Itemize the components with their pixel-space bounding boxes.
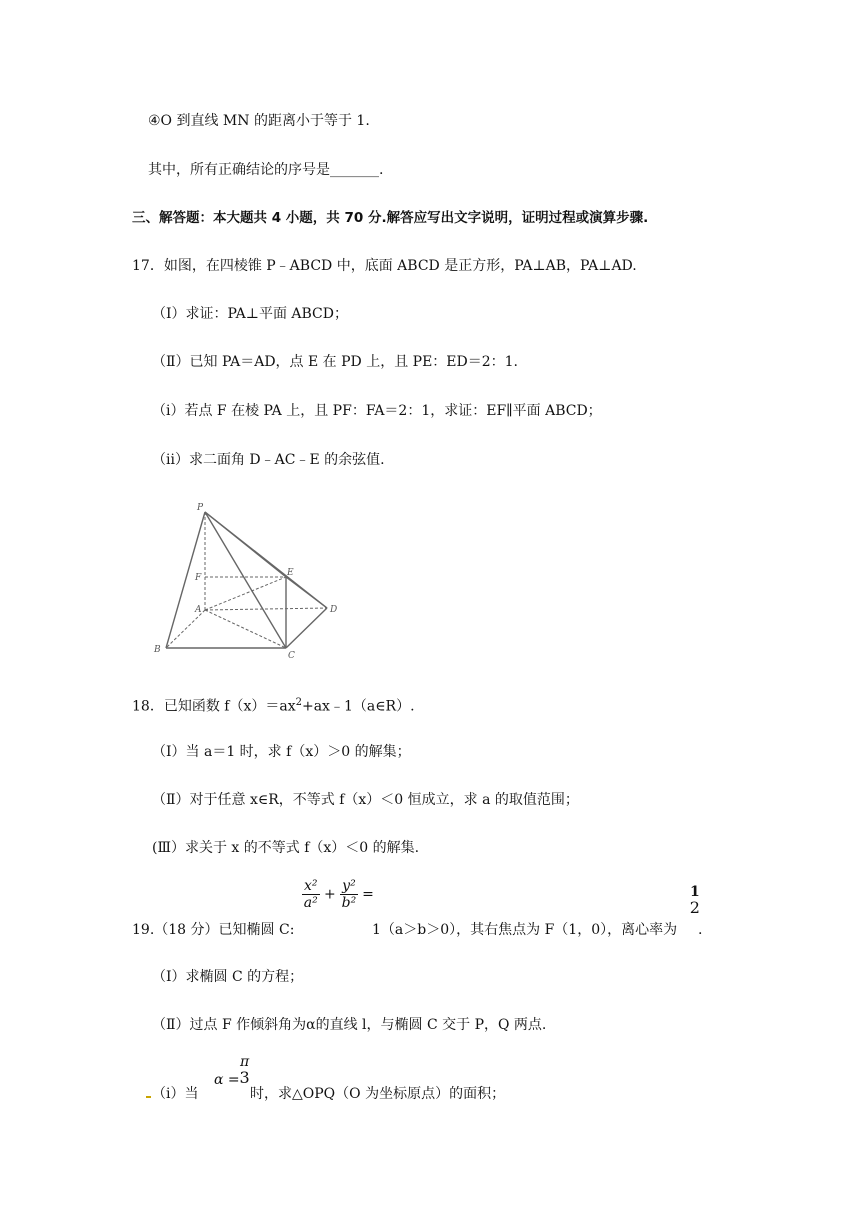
label-F: F <box>195 573 202 583</box>
q17-part2i: （ⅰ）若点 F 在棱 PA 上，且 PF：FA＝2：1，求证：EF∥平面 ABCD； <box>152 403 602 419</box>
q18-part2: （Ⅱ）对于任意 x∈R，不等式 f（x）＜0 恒成立，求 a 的取值范围； <box>152 792 579 808</box>
q18-stem <box>132 693 415 717</box>
q19-part2i <box>146 1050 666 1110</box>
q19-lead: 19.（18 分）已知椭圆 C: <box>132 922 295 938</box>
q19-part2i-a: （ⅰ）当 <box>152 1086 199 1102</box>
label-P: P <box>197 503 204 513</box>
frac-half: 1 2 <box>689 884 700 917</box>
q19-part1: （Ⅰ）求椭圆 C 的方程； <box>152 969 304 985</box>
frac-x2-a2: $\frac{\text{x²}}{\text{a²}}$ <box>303 878 318 911</box>
q16-answer-prompt: 其中，所有正确结论的序号是_______. <box>148 162 384 178</box>
q18-part1: （Ⅰ）当 a＝1 时，求 f（x）＞0 的解集； <box>152 744 411 760</box>
frac-y2-b2: $\frac{\text{y²}}{\text{b²}}$ <box>341 878 357 911</box>
label-E: E <box>287 568 294 578</box>
q18-exponent: 2 <box>295 697 302 708</box>
q16-item4: ④O 到直线 MN 的距离小于等于 1. <box>148 113 370 129</box>
equals-sign: = <box>362 886 374 903</box>
label-A: A <box>195 605 202 615</box>
q17-part2ii: （ⅱ）求二面角 D﹣AC﹣E 的余弦值. <box>152 452 385 468</box>
alpha-eq: α = <box>214 1072 240 1088</box>
label-B: B <box>154 645 161 655</box>
section-three-heading: 三、解答题：本大题共 4 小题，共 70 分.解答应写出文字说明，证明过程或演算步骤. <box>132 210 649 226</box>
marker-dot <box>146 1096 151 1098</box>
q18-part3: (Ⅲ）求关于 x 的不等式 f（x）＜0 的解集. <box>152 840 420 856</box>
label-D: D <box>330 605 338 615</box>
ellipse-equation <box>302 878 374 911</box>
q19-stem <box>132 876 832 946</box>
q17-stem: 17．如图，在四棱锥 P﹣ABCD 中，底面 ABCD 是正方形，PA⊥AB，PA⊥AD. <box>132 258 637 274</box>
q19-part2i-b: 时，求△OPQ（O 为坐标原点）的面积； <box>250 1086 506 1102</box>
frac-pi-3: π 3 <box>239 1054 250 1087</box>
q19-part2: （Ⅱ）过点 F 作倾斜角为α的直线 l，与椭圆 C 交于 P，Q 两点. <box>152 1017 547 1033</box>
q18-stem-b: +ax﹣1（a∈R）. <box>301 698 415 715</box>
label-C: C <box>288 651 295 661</box>
q17-part2: （Ⅱ）已知 PA＝AD，点 E 在 PD 上，且 PE：ED＝2：1. <box>152 354 519 370</box>
plus-sign: + <box>323 886 336 903</box>
q17-part1: （Ⅰ）求证：PA⊥平面 ABCD； <box>152 306 348 322</box>
q19-tail: 1（a＞b＞0），其右焦点为 F（1，0），离心率为 <box>372 922 678 938</box>
q18-stem-a: 18．已知函数 f（x）＝ax <box>132 698 296 715</box>
q19-end: . <box>698 922 703 938</box>
pyramid-figure <box>150 498 350 663</box>
